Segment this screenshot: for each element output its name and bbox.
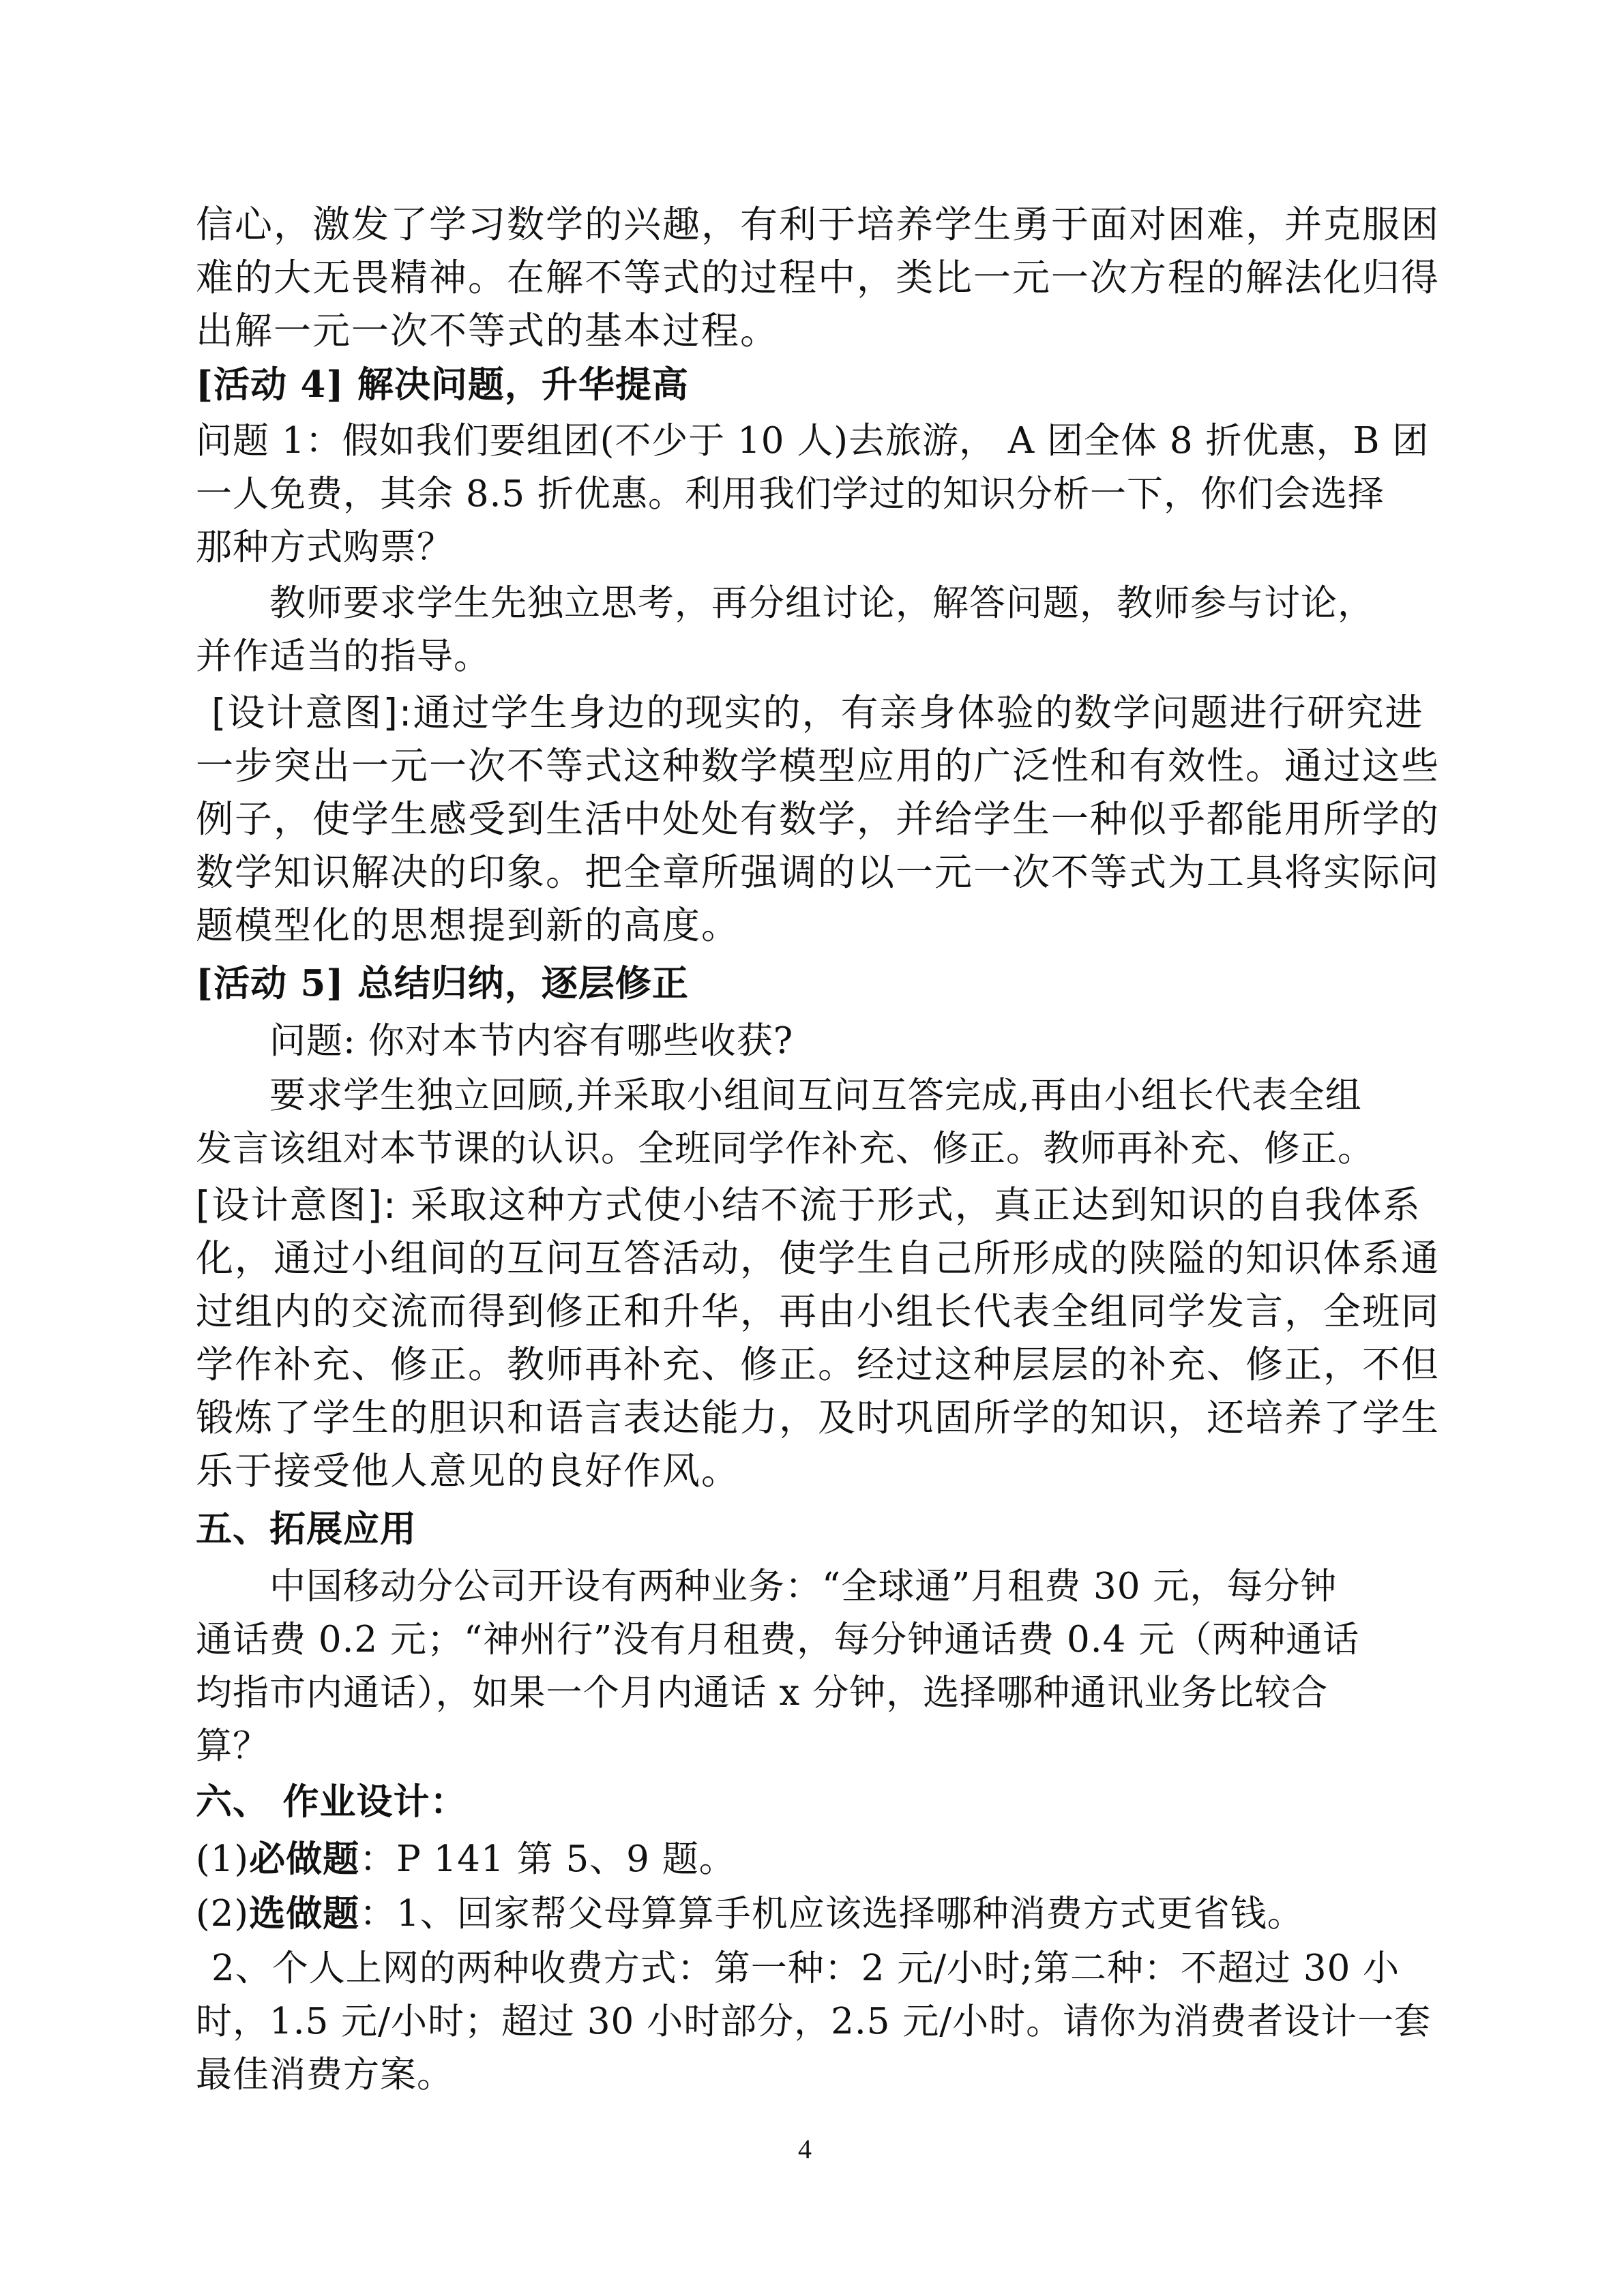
teacher-note-line: 并作适当的指导。 <box>196 636 490 677</box>
question-line: 问题: 你对本节内容有哪些收获? <box>269 1020 794 1062</box>
homework-1-prefix: (1) <box>196 1838 250 1880</box>
homework-1-label: 必做题 <box>249 1838 360 1880</box>
homework-1-text: ：P 141 第 5、9 题。 <box>359 1838 736 1880</box>
activity-4-heading: [活动 4] 解决问题，升华提高 <box>196 363 689 406</box>
homework-2-detail-line: 最佳消费方案。 <box>196 2054 454 2096</box>
paragraph-line: 出解一元一次不等式的基本过程。 <box>196 309 780 353</box>
homework-2-detail-line: 时，1.5 元/小时；超过 30 小时部分，2.5 元/小时。请你为消费者设计一套 <box>196 2001 1432 2042</box>
section-5-heading: 五、拓展应用 <box>196 1508 417 1550</box>
design-intent-line: 乐于接受他人意见的良好作风。 <box>196 1449 741 1493</box>
problem-line: 一人免费，其余 8.5 折优惠。利用我们学过的知识分析一下，你们会选择 <box>196 473 1385 515</box>
design-intent-line: [设计意图]: 采取这种方式使小结不流于形式，真正达到知识的自我体系 <box>196 1183 1421 1227</box>
design-intent-line: 一步突出一元一次不等式这种数学模型应用的广泛性和有效性。通过这些 <box>196 744 1441 788</box>
design-intent-line: 学作补充、修正。教师再补充、修正。经过这种层层的补充、修正，不但 <box>196 1343 1441 1386</box>
extension-line: 通话费 0.2 元；“神州行”没有月租费，每分钟通话费 0.4 元（两种通话 <box>196 1619 1360 1660</box>
paragraph-line: 难的大无畏精神。在解不等式的过程中，类比一元一次方程的解法化归得 <box>196 256 1441 299</box>
design-intent-line: 化，通过小组间的互问互答活动，使学生自己所形成的陕隘的知识体系通 <box>196 1236 1441 1280</box>
section-6-heading: 六、 作业设计： <box>196 1780 467 1823</box>
design-intent-line: 锻炼了学生的胆识和语言表达能力，及时巩固所学的知识，还培养了学生 <box>196 1396 1441 1440</box>
homework-1-line <box>196 1838 736 1880</box>
extension-line: 均指市内通话），如果一个月内通话 x 分钟，选择哪种通讯业务比较合 <box>196 1672 1329 1714</box>
requirement-line: 要求学生独立回顾,并采取小组间互问互答完成,再由小组长代表全组 <box>269 1075 1362 1116</box>
homework-2-line <box>196 1892 1304 1935</box>
page-number: 4 <box>798 2134 812 2164</box>
homework-2-detail-line: 2、个人上网的两种收费方式：第一种：2 元/小时;第二种：不超过 30 小 <box>211 1948 1400 1989</box>
homework-2-text: ：1、回家帮父母算算手机应该选择哪种消费方式更省钱。 <box>359 1893 1304 1935</box>
requirement-line: 发言该组对本节课的认识。全班同学作补充、修正。教师再补充、修正。 <box>196 1128 1374 1169</box>
design-intent-line: 题模型化的思想提到新的高度。 <box>196 904 741 947</box>
teacher-note-line: 教师要求学生先独立思考，再分组讨论，解答问题，教师参与讨论， <box>269 582 1374 624</box>
paragraph-line: 信心，激发了学习数学的兴趣，有利于培养学生勇于面对困难，并克服困 <box>196 203 1441 246</box>
homework-2-label: 选做题 <box>249 1892 360 1935</box>
problem-line: 问题 1：假如我们要组团(不少于 10 人)去旅游， A 团全体 8 折优惠，B 团 <box>196 420 1430 462</box>
design-intent-line: 过组内的交流而得到修正和升华，再由小组长代表全组同学发言，全班同 <box>196 1289 1441 1333</box>
extension-line: 中国移动分公司开设有两种业务：“全球通”月租费 30 元，每分钟 <box>269 1566 1338 1607</box>
problem-line: 那种方式购票？ <box>196 526 454 568</box>
design-intent-line: 数学知识解决的印象。把全章所强调的以一元一次不等式为工具将实际问 <box>196 850 1441 894</box>
design-intent-line: 例子，使学生感受到生活中处处有数学，并给学生一种似乎都能用所学的 <box>196 797 1441 841</box>
activity-5-heading: [活动 5] 总结归纳，逐层修正 <box>196 962 689 1004</box>
design-intent-line: [设计意图]:通过学生身边的现实的，有亲身体验的数学问题进行研究进 <box>211 691 1424 734</box>
extension-line: 算？ <box>196 1725 269 1767</box>
homework-2-prefix: (2) <box>196 1893 250 1935</box>
